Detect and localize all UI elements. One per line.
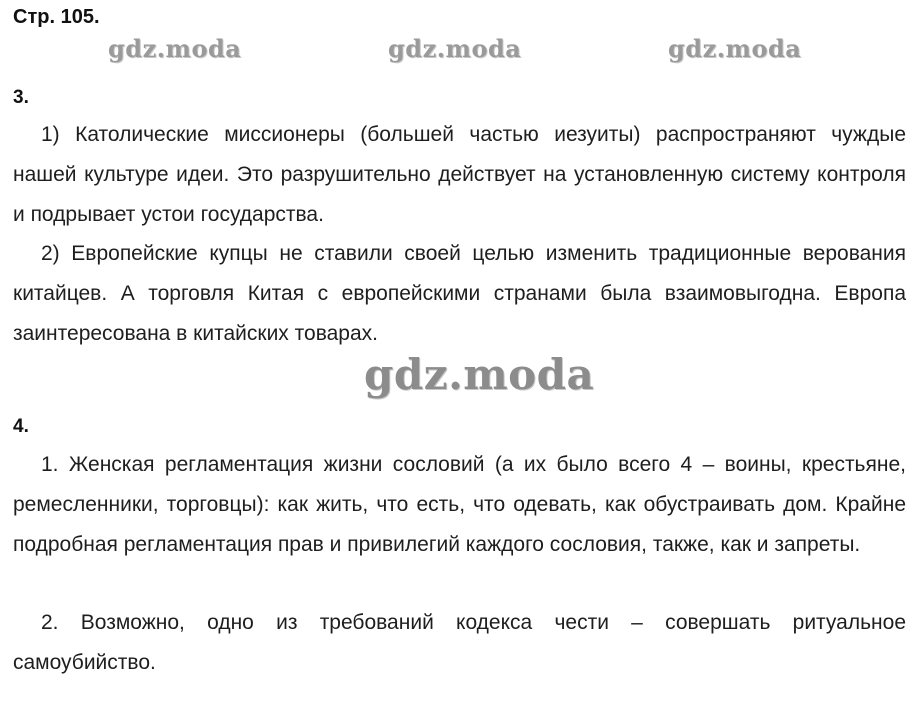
section-number: 3. (13, 87, 29, 108)
page-heading: Стр. 105. (13, 6, 100, 28)
answer-paragraph: 2. Возможно, одно из требований кодекса чести – совершать ритуальное самоубийство. (13, 611, 906, 674)
watermark-logo: gdz.moda (668, 34, 802, 63)
section-number: 4. (13, 416, 29, 437)
answer-paragraph: 1) Католические миссионеры (большей частью иезуиты) распространяют чуждые нашей культуре идеи. Это разрушительно действует на установленную систему контроля и подрывает устои государства. (13, 123, 906, 226)
watermark-logo: gdz.moda (388, 34, 522, 63)
answer-paragraph: 1. Женская регламентация жизни сословий (а их было всего 4 – воины, крестьяне, ремесленники, торговцы): как жить, что есть, что одевать, как обустраивать дом. Крайне подробная регламентация прав и привилегий каждого сословия, также, как и запреты. (13, 453, 906, 556)
watermark-logo-large: gdz.moda (364, 350, 595, 399)
answer-paragraph: 2) Европейские купцы не ставили своей целью изменить традиционные верования китайцев. А торговля Китая с европейскими странами была взаимовыгодна. Европа заинтересована в китайских товарах. (13, 242, 906, 345)
watermark-logo: gdz.moda (108, 34, 242, 63)
